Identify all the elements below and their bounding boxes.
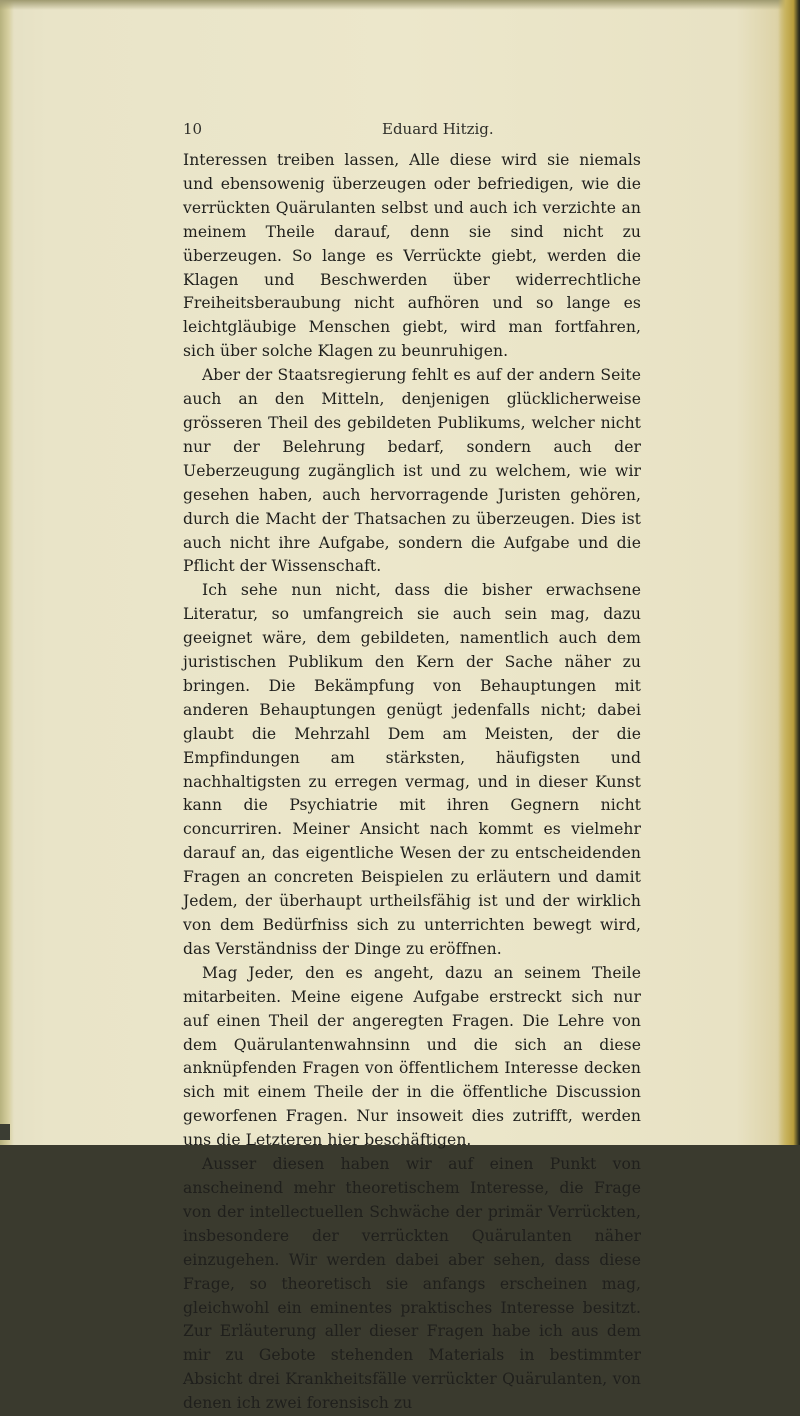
page-top-shadow	[0, 0, 800, 10]
paragraph: Aber der Staatsregierung fehlt es auf der andern Seite auch an den Mitteln, denjenigen glücklicherweise grösseren Theil des gebildeten Publikums, welcher nicht nur der Belehrung bedarf, sondern auch der Ueberzeugung zugänglich ist und zu welchem, wie wir gesehen haben, auch hervorragende Juristen gehören, durch die Macht der Thatsachen zu überzeugen. Dies ist auch nicht ihre Aufgabe, sondern die Aufgabe und die Pflicht der Wissenschaft.	[183, 366, 641, 576]
running-head: Eduard Hitzig.	[382, 120, 494, 138]
body-text	[183, 149, 641, 1416]
page-left-edge	[0, 0, 14, 1145]
paragraph: Mag Jeder, den es angeht, dazu an seinem Theile mitarbeiten. Meine eigene Aufgabe erstreckt sich nur auf einen Theil der angeregten Fragen. Die Lehre von dem Quärulantenwahnsinn und die sich an diese anknüpfenden Fragen von öffentlichem Interesse decken sich mit einem Theile der in die öffentliche Discussion geworfenen Fragen. Nur insoweit dies zutrifft, werden uns die Letzteren hier beschäftigen.	[183, 963, 641, 1150]
paragraph: Ich sehe nun nicht, dass die bisher erwachsene Literatur, so umfangreich sie auch sein mag, dazu geeignet wäre, dem gebildeten, namentlich auch dem juristischen Publikum den Kern der Sache näher zu bringen. Die Bekämpfung von Behauptungen mit anderen Behauptungen genügt jedenfalls nicht; dabei glaubt die Mehrzahl Dem am Meisten, der die Empfindungen am stärksten, häufigsten und nachhaltigsten zu erregen vermag, und in dieser Kunst kann die Psychiatrie mit ihren Gegnern nicht concurriren. Meiner Ansicht nach kommt es vielmehr darauf an, das eigentliche Wesen der zu entscheidenden Fragen an concreten Beispielen zu erläutern und damit Jedem, der überhaupt urtheilsfähig ist und der wirklich von dem Bedürfniss sich zu unterrichten bewegt wird, das Verständniss der Dinge zu eröffnen.	[183, 581, 641, 958]
page-number: 10	[183, 120, 203, 138]
paragraph: Ausser diesen haben wir auf einen Punkt von anscheinend mehr theoretischem Interesse, die Frage von der intellectuellen Schwäche der primär Verrückten, insbesondere der verrückten Quärulanten näher einzugehen. Wir werden dabei aber sehen, dass diese Frage, so theoretisch sie anfangs erscheinen mag, gleichwohl ein eminentes praktisches Interesse besitzt. Zur Erläuterung aller dieser Fragen habe ich aus dem mir zu Gebote stehenden Materials in bestimmter Absicht drei Krankheitsfälle verrückter Quärulanten, von denen ich zwei forensisch zu	[183, 1155, 641, 1413]
page-gutter-edge	[778, 0, 800, 1145]
paragraph: Interessen treiben lassen, Alle diese wird sie niemals und ebensowenig überzeugen oder befriedigen, wie die verrückten Quärulanten selbst und auch ich verzichte an meinem Theile darauf, denn sie sind nicht zu überzeugen. So lange es Verrückte giebt, werden die Klagen und Beschwerden über widerrechtliche Freiheitsberaubung nicht aufhören und so lange es leichtgläubige Menschen giebt, wird man fortfahren, sich über solche Klagen zu beunruhigen.	[183, 151, 641, 361]
scan-corner-mark	[0, 1124, 10, 1140]
page-header	[0, 120, 800, 140]
